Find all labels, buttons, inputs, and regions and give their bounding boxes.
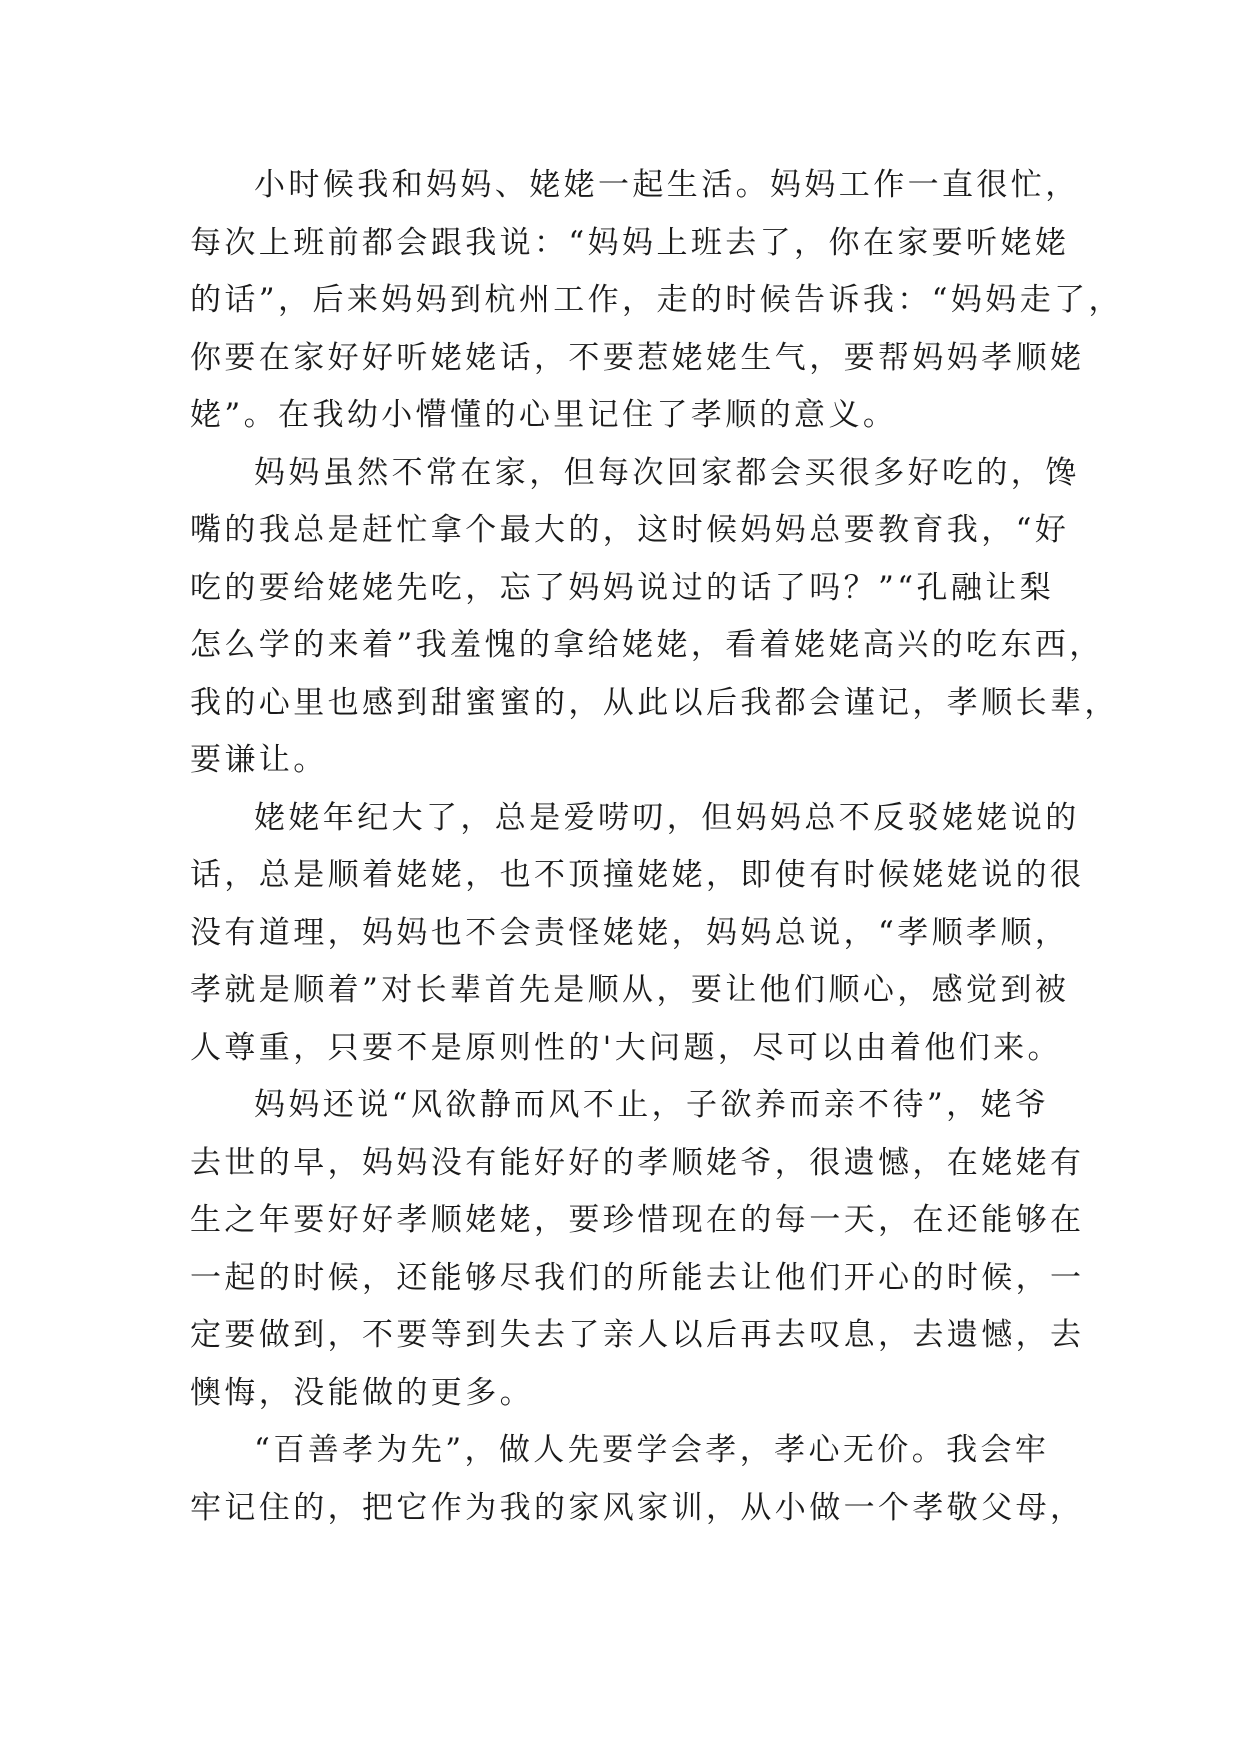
text-line: 话，总是顺着姥姥，也不顶撞姥姥，即使有时候姥姥说的很 (190, 857, 1085, 893)
text-line: 生之年要好好孝顺姥姥，要珍惜现在的每一天，在还能够在 (190, 1202, 1085, 1238)
text-line: 姥姥年纪大了，总是爱唠叨，但妈妈总不反驳姥姥说的 (254, 799, 1080, 836)
text-line: 每次上班前都会跟我说：“妈妈上班去了，你在家要听姥姥 (190, 224, 1070, 261)
paragraph (190, 1077, 1085, 1422)
text-line: 吃的要给姥姥先吃，忘了妈妈说过的话了吗？”“孔融让梨 (190, 569, 1055, 606)
text-line: “百善孝为先”，做人先要学会孝，孝心无价。我会牢 (254, 1432, 1050, 1468)
text-line: 牢记住的，把它作为我的家风家训，从小做一个孝敬父母， (190, 1489, 1085, 1526)
text-line: 妈妈还说“风欲静而风不止，子欲养而亲不待”，姥爷 (254, 1087, 1050, 1123)
text-line: 懊悔，没能做的更多。 (190, 1374, 534, 1411)
paragraph (190, 157, 1123, 445)
text-line: 你要在家好好听姥姥话，不要惹姥姥生气，要帮妈妈孝顺姥 (190, 339, 1085, 376)
paragraph (190, 1422, 1085, 1537)
text-line: 人尊重，只要不是原则性的'大问题，尽可以由着他们来。 (190, 1029, 1062, 1066)
paragraph (190, 445, 1119, 790)
text-line: 妈妈虽然不常在家，但每次回家都会买很多好吃的，馋 (254, 454, 1080, 491)
text-line: 姥”。在我幼小懵懂的心里记住了孝顺的意义。 (190, 397, 898, 433)
text-line: 怎么学的来着”我羞愧的拿给姥姥，看着姥姥高兴的吃东西， (190, 627, 1104, 663)
text-line: 的话”，后来妈妈到杭州工作，走的时候告诉我：“妈妈走了， (190, 282, 1123, 318)
text-line: 我的心里也感到甜蜜蜜的，从此以后我都会谨记，孝顺长辈， (190, 684, 1119, 721)
text-line: 没有道理，妈妈也不会责怪姥姥，妈妈总说，“孝顺孝顺， (190, 914, 1070, 951)
text-line: 嘴的我总是赶忙拿个最大的，这时候妈妈总要教育我，“好 (190, 512, 1070, 548)
text-line: 要谦让。 (190, 742, 328, 778)
text-line: 去世的早，妈妈没有能好好的孝顺姥爷，很遗憾，在姥姥有 (190, 1144, 1085, 1181)
document-body (190, 157, 1123, 1537)
text-line: 一起的时候，还能够尽我们的所能去让他们开心的时候，一 (190, 1259, 1085, 1296)
text-line: 孝就是顺着”对长辈首先是顺从，要让他们顺心，感觉到被 (190, 972, 1070, 1008)
text-line: 定要做到，不要等到失去了亲人以后再去叹息，去遗憾，去 (190, 1317, 1085, 1353)
text-line: 小时候我和妈妈、姥姥一起生活。妈妈工作一直很忙， (254, 167, 1080, 203)
paragraph (190, 790, 1085, 1078)
